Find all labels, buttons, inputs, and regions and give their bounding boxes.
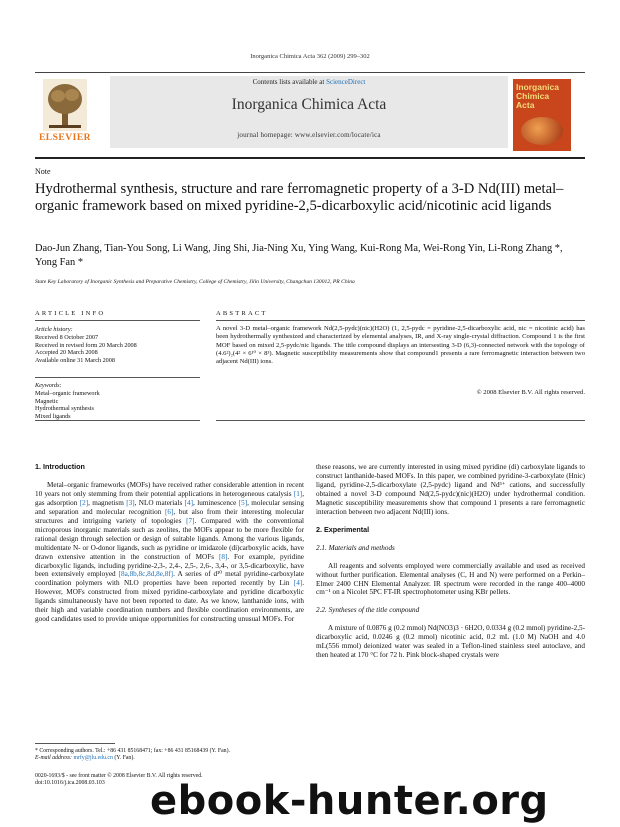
text-run: . However, MOFs constructed from mixed pyridine-carboxylate and pyridine dicarboxylic ligands simultaneously have not been reported to date. As we know, lanthanide ions, with their high and variable coordination numbers and flexible coordination environments, are good candidates used to provide unique opportunities for constructing unusual MOFs. For: [35, 579, 304, 624]
keyword: Magnetic: [35, 397, 59, 405]
divider: [35, 320, 200, 321]
spacer: [316, 615, 585, 624]
keyword: Hydrothermal synthesis: [35, 405, 94, 413]
history-label: Article history:: [35, 326, 73, 333]
corresponding-author: * Corresponding authors. Tel.: +86 431 85168471; fax: +86 431 85168439 (Y. Fan).: [35, 748, 230, 754]
citation-link[interactable]: [4]: [293, 579, 303, 588]
citation-link[interactable]: [1]: [293, 489, 303, 498]
history-item: Received in revised form 20 March 2008: [35, 341, 137, 349]
text-run: , but also from their interesting molecular structures and intriguing variety of topologies: [35, 507, 305, 525]
elsevier-tree-icon: [43, 79, 87, 131]
history-item: Available online 31 March 2008: [35, 357, 115, 365]
synthesis-paragraph: A mixture of 0.0876 g (0.2 mmol) Nd(NO3)3 · 6H2O, 0.0334 g (0.2 mmol) pyridine-2,5-dicarboxylic acid, 0.0246 g (0.2 mmol) nicotinic acid, 0.2 mL (1.0 M) NaOH and 4.0 mL(556 mmol) deionized water was sealed in a Teflon-lined stainless steel autoclave, and then heated at 170 °C for 72 h. Pink block-shaped crystals were: [316, 624, 585, 660]
journal-name: Inorganica Chimica Acta: [231, 96, 387, 113]
keyword: Metal–organic framework: [35, 389, 100, 397]
contents-prefix: Contents lists available at: [252, 78, 327, 86]
footnote: [35, 748, 304, 762]
citation-link[interactable]: [2]: [79, 498, 89, 507]
text-run: , gas adsorption: [35, 489, 304, 507]
text-run: , NLO materials: [134, 498, 185, 507]
citation-link[interactable]: [6]: [164, 507, 174, 516]
watermark: ebook-hunter.org: [150, 778, 549, 824]
spacer: [316, 535, 585, 544]
copyright: © 2008 Elsevier B.V. All rights reserved.: [476, 389, 585, 396]
article-title: Hydrothermal synthesis, structure and rare ferromagnetic property of a 3-D Nd(III) metal–organic framework based on mixed pyridine-2,5-dicarboxylic acid/nicotinic acid ligands: [35, 181, 564, 214]
author-list: Dao-Jun Zhang, Tian-You Song, Li Wang, Jing Shi, Jia-Ning Xu, Ying Wang, Kui-Rong Ma, Wei-Rong Yin, Li-Rong Zhang *, Yong Fan *: [35, 243, 563, 268]
text-run: , magnetism: [88, 498, 127, 507]
divider: [216, 420, 585, 421]
publisher-logo: [35, 79, 95, 147]
cover-title: Inorganica Chimica Acta: [516, 82, 559, 110]
text-run: , luminescence: [193, 498, 239, 507]
header-divider: [35, 157, 585, 159]
divider: [216, 320, 585, 321]
header-rule: [35, 72, 585, 73]
subsection-heading: 2.1. Materials and methods: [316, 543, 395, 552]
keywords-label: Keywords:: [35, 382, 62, 389]
citation-link[interactable]: [7]: [186, 516, 195, 525]
intro-paragraph: [35, 481, 304, 624]
journal-cover: [513, 79, 571, 151]
citation-link[interactable]: [8]: [218, 552, 228, 561]
section-heading: 1. Introduction: [35, 462, 85, 471]
subsection-heading: 2.2. Syntheses of the title compound: [316, 606, 420, 615]
email-label: E-mail address:: [35, 755, 74, 762]
article-type: Note: [35, 167, 51, 176]
issn-line: 0020-1693/$ - see front matter © 2008 Elsevier B.V. All rights reserved.: [35, 773, 203, 779]
journal-homepage[interactable]: journal homepage: www.elsevier.com/locate/ica: [237, 131, 381, 139]
keyword: Mixed ligands: [35, 413, 71, 421]
email-suffix: (Y. Fan).: [112, 755, 135, 762]
abstract-text: A novel 3-D metal–organic framework Nd(2,5-pydc)(nic)(H2O) (1, 2,5-pydc = pyridine-2,5-dicarboxylic acid, nic = nicotinic acid) has been hydrothermally synthesized and characterized by elemental analyses, IR, and X-ray single-crystal diffraction. Compound 1 is the first MOF based on mixed 2,5-pydc/nic ligands. The title compound displays an intersesting 3-D (6,3)-connected network with the topology of (4.6²)₂(4² × 6¹⁰ × 8³). Magnetic susceptibility measurements show that compound1 presents a rare ferromagnetic interaction between two adjacent Nd(III) ions.: [216, 325, 585, 366]
intro-continuation: these reasons, we are currently interested in using mixed pyridine (di) carboxylate ligands to construct lanthanide-based MOFs. In this paper, we combined pyridine-3-carboxylate (Hnic) ligand, pyridine-2,5-dicarboxylate (2,5-pydc) ligand and Nd³⁺ cations, and successfully obtained a novel 3-D compound Nd(2,5-pydc)(nic)(H2O) under hydrothermal condition. Magnetic susceptibility measurements show that compound 1 presents a rare ferromagnetic interaction between two adjacent Nd(III) ions.: [316, 463, 585, 516]
spacer: [316, 597, 585, 606]
body-column-right: [316, 463, 585, 660]
text-run: . A series of d¹⁰ metal pyridine-carboxylate coordination polymers with NLO properties have been reported recently by Lin: [35, 570, 304, 588]
abstract-heading: ABSTRACT: [216, 310, 268, 317]
text-run: . For example, pyridine dicarboxylic ligands, including pyridine-2,3-, 2,4-, 2,5-, 2,6-, 3,4-, or 3,5-dicarboxylic, have been extensively employed: [35, 552, 304, 579]
email-link[interactable]: mrfy@jlu.edu.cn: [73, 755, 113, 762]
text-run: , molecular sensing and separation and molecular recognition: [35, 498, 304, 516]
spacer: [35, 472, 304, 481]
body-column-left: [35, 463, 304, 624]
citation-link[interactable]: [8a,8b,8c,8d,8e,8f]: [118, 570, 174, 579]
divider: [35, 420, 200, 421]
affiliation: State Key Laboratory of Inorganic Synthesis and Preparative Chemistry, College of Chemistry, Jilin University, Changchun 130012, PR China: [35, 279, 355, 285]
article-history: [35, 326, 200, 365]
materials-paragraph: All reagents and solvents employed were commercially available and used as received without further purification. Elemental analyses (C, H and N) were performed on a Perkin–Elmer 2400 CHN Elemental Analyzer. IR spectrum were recorded in the range 400–4000 cm⁻¹ on a Nicolet 5PC FT-IR spectrophotometer using KBr pellets.: [316, 561, 585, 597]
citation-link[interactable]: [4]: [184, 498, 194, 507]
citation-link[interactable]: [3]: [126, 498, 135, 507]
contents-line: [110, 78, 508, 86]
footnote-rule: [35, 743, 115, 744]
running-head: Inorganica Chimica Acta 362 (2009) 299–302: [250, 53, 370, 60]
publisher-name: ELSEVIER: [38, 133, 92, 143]
sciencedirect-link[interactable]: ScienceDirect: [326, 78, 366, 86]
section-heading: 2. Experimental: [316, 524, 370, 534]
article-info-heading: ARTICLE INFO: [35, 310, 106, 317]
history-item: Received 8 October 2007: [35, 333, 99, 341]
history-item: Accepted 20 March 2008: [35, 349, 98, 357]
citation-link[interactable]: [5]: [238, 498, 248, 507]
keywords: [35, 382, 200, 421]
cover-art-image: [521, 117, 563, 145]
spacer: [316, 553, 585, 562]
text-run: Metal–organic frameworks (MOFs) have received rather considerable attention in recent 10 years not only stemming from their potential applications in heterogeneous catalysis: [35, 480, 304, 498]
doi-line[interactable]: doi:10.1016/j.ica.2008.03.103: [35, 780, 105, 787]
email-line: [35, 755, 304, 762]
divider: [35, 377, 200, 378]
text-run: . Compared with the conventional microporous inorganic materials such as zeolites, the MOFs appear to be more flexible for rational design through selection or design of suitable ligands. Among the various ligands, multidentate N- or O-donor ligands, such as pyridine or imidazole (di)carboxylic acids, have drawn extensive attention in the construction of MOFs: [35, 516, 305, 561]
